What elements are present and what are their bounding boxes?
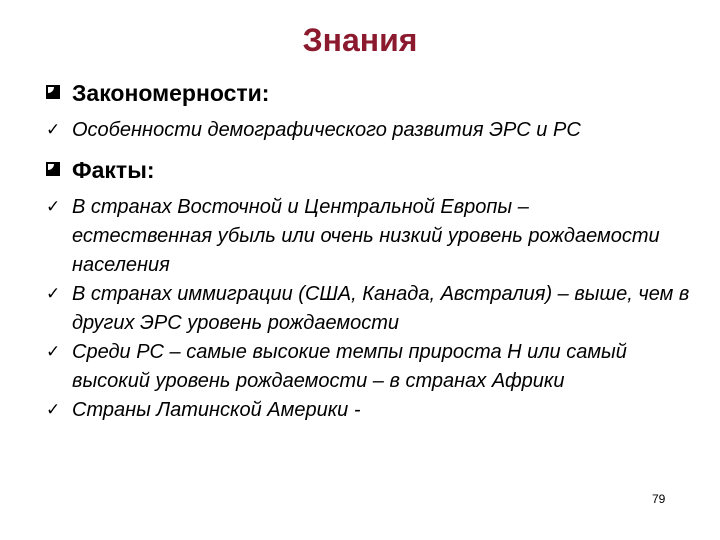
section-heading-label: Закономерности:	[72, 80, 270, 106]
list-item	[44, 116, 632, 145]
checkmark-icon: ✓	[46, 284, 61, 304]
list-item	[44, 338, 702, 396]
checkmark-icon: ✓	[46, 120, 61, 140]
list-item-text: Страны Латинской Америки -	[72, 399, 361, 421]
checkmark-icon: ✓	[46, 342, 61, 362]
slide-body	[44, 78, 694, 425]
list-item-text: В странах Восточной и Центральной Европы – естественная убыль или очень низкий уровень рождаемости населения	[72, 196, 660, 276]
list-item-text: В странах иммиграции (США, Канада, Австралия) – выше, чем в других ЭРС уровень рождаемости	[72, 283, 690, 334]
list-item	[44, 193, 672, 280]
page-number: 79	[652, 492, 666, 506]
list-item-text: Особенности демографического развития ЭРС и РС	[72, 119, 581, 141]
section-heading-patterns	[44, 78, 694, 108]
section-heading-facts	[44, 155, 694, 185]
list-item	[44, 396, 672, 425]
section-heading-label: Факты:	[72, 157, 155, 183]
square-bullet-icon	[46, 85, 60, 99]
list-item-text: Среди РС – самые высокие темпы прироста Н или самый высокий уровень рождаемости – в странах Африки	[72, 341, 627, 392]
checkmark-icon: ✓	[46, 197, 61, 217]
slide-title: Знания	[302, 22, 418, 58]
square-bullet-icon	[46, 162, 60, 176]
list-item	[44, 280, 702, 338]
checkmark-icon: ✓	[46, 400, 61, 420]
